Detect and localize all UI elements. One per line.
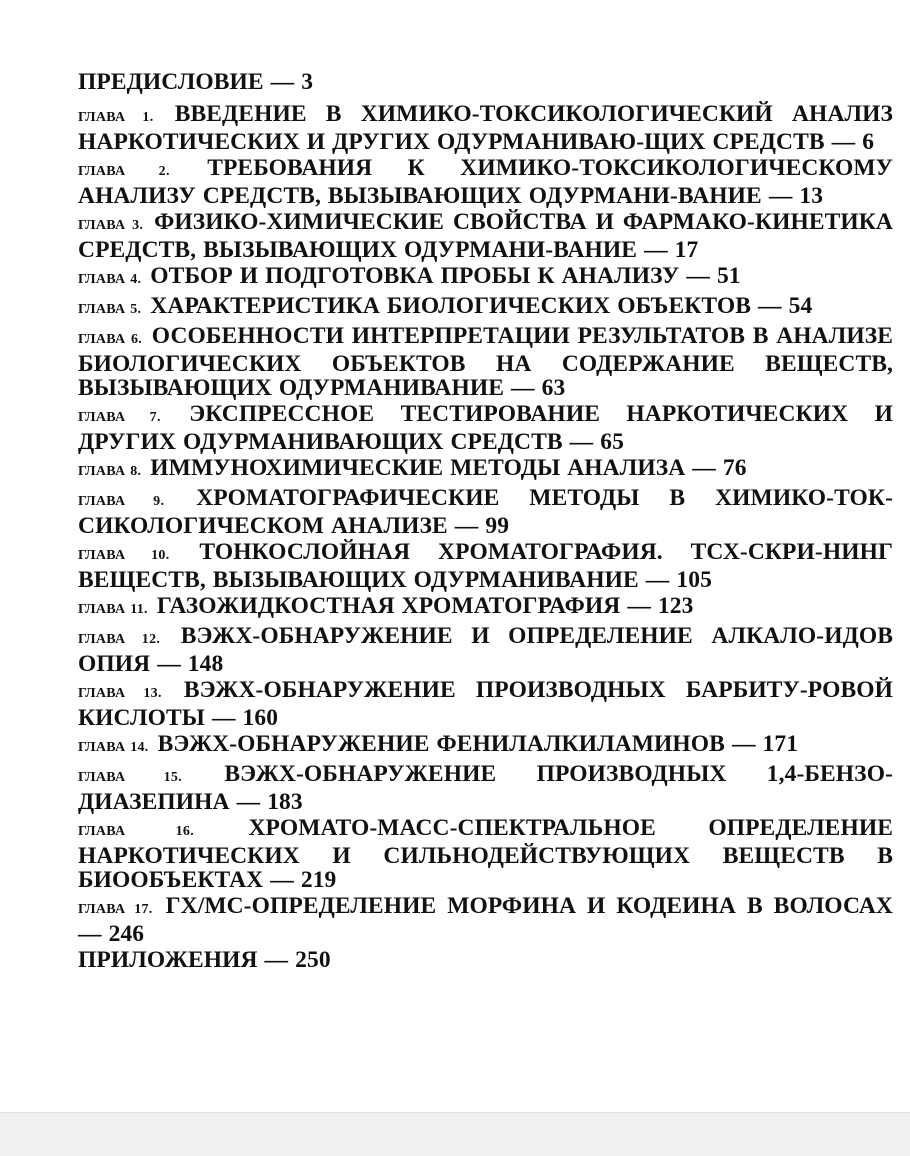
toc-entry-prefix: ГЛАВА 9. (78, 494, 165, 509)
toc-entry-dash: — (454, 513, 479, 539)
toc-entry-dash: — (758, 293, 782, 319)
toc-entry-chapter (78, 594, 893, 622)
toc-entry-title: ХАРАКТЕРИСТИКА БИОЛОГИЧЕСКИХ ОБЪЕКТОВ (150, 293, 752, 319)
toc-entry-chapter (78, 894, 893, 946)
toc-entry-prefix: ГЛАВА 10. (78, 548, 170, 563)
toc-entry-prefix: ГЛАВА 12. (78, 632, 161, 647)
toc-entry-prefix: ГЛАВА 4. (78, 272, 142, 287)
toc-entry-page: 6 (862, 129, 875, 155)
toc-entry-page: 183 (267, 789, 303, 815)
toc-entry-title: ХРОМАТО-МАСС-СПЕКТРАЛЬНОЕ ОПРЕДЕЛЕНИЕ НАРКОТИЧЕСКИХ И СИЛЬНОДЕЙСТВУЮЩИХ ВЕЩЕСТВ В БИООБЪЕКТАХ (78, 815, 893, 893)
toc-entry-dash: — (236, 789, 261, 815)
toc-entry-dash: — (731, 731, 756, 757)
toc-entry-title: ГХ/МС-ОПРЕДЕЛЕНИЕ МОРФИНА И КОДЕИНА В ВОЛОСАХ (165, 893, 893, 919)
toc-entry-page: 123 (657, 593, 694, 619)
toc-entry-page: 250 (295, 947, 331, 973)
toc-entry-title: ОТБОР И ПОДГОТОВКА ПРОБЫ К АНАЛИЗУ (150, 263, 680, 289)
toc-entry-title: ФИЗИКО-ХИМИЧЕСКИЕ СВОЙСТВА И ФАРМАКО-КИНЕТИКА СРЕДСТВ, ВЫЗЫВАЮЩИХ ОДУРМАНИ-ВАНИЕ (78, 209, 893, 263)
toc-entry-dash: — (768, 183, 793, 209)
toc-entry-appendix (78, 948, 893, 972)
toc-entry-page: 99 (485, 513, 510, 539)
toc-entry-dash: — (270, 867, 294, 893)
toc-entry-prefix: ГЛАВА 1. (78, 110, 154, 125)
toc-entry-prefix: ГЛАВА 15. (78, 770, 182, 785)
toc-entry-prefix: ГЛАВА 2. (78, 164, 170, 179)
toc-entry-dash: — (264, 947, 289, 973)
toc-entry-prefix: ГЛАВА 3. (78, 218, 144, 233)
toc-entry-dash: — (627, 593, 651, 619)
toc-entry-chapter (78, 486, 893, 538)
toc-entry-page: 51 (716, 263, 741, 289)
toc-entry-title: ОСОБЕННОСТИ ИНТЕРПРЕТАЦИИ РЕЗУЛЬТАТОВ В АНАЛИЗЕ БИОЛОГИЧЕСКИХ ОБЪЕКТОВ НА СОДЕРЖАНИЕ ВЕЩЕСТВ, ВЫЗЫВАЮЩИХ ОДУРМАНИВАНИЕ (78, 323, 893, 401)
toc-entry-title: ПРИЛОЖЕНИЯ (78, 947, 258, 973)
toc-entry-page: 17 (674, 237, 699, 263)
toc-entry-chapter (78, 732, 893, 760)
toc-entry-title: ПРЕДИСЛОВИЕ (78, 69, 264, 95)
toc-entry-chapter (78, 678, 893, 730)
toc-entry-page: 171 (762, 731, 799, 757)
toc-entry-prefix: ГЛАВА 16. (78, 824, 195, 839)
toc-entry-chapter (78, 102, 893, 154)
toc-entry-page: 76 (722, 455, 747, 481)
toc-entry-title: ХРОМАТОГРАФИЧЕСКИЕ МЕТОДЫ В ХИМИКО-ТОК-СИКОЛОГИЧЕСКОМ АНАЛИЗЕ (78, 485, 893, 539)
toc-entry-title: ВВЕДЕНИЕ В ХИМИКО-ТОКСИКОЛОГИЧЕСКИЙ АНАЛИЗ НАРКОТИЧЕСКИХ И ДРУГИХ ОДУРМАНИВАЮ-ЩИХ СРЕДСТВ (78, 101, 894, 155)
toc-entry-dash: — (569, 429, 594, 455)
toc-entry-page: 219 (300, 867, 337, 893)
toc-entry-chapter (78, 294, 893, 322)
toc-entry-dash: — (831, 129, 856, 155)
toc-entry-chapter (78, 324, 893, 400)
toc-entry-chapter (78, 456, 893, 484)
toc-entry-dash: — (211, 705, 236, 731)
toc-entry-prefix: ГЛАВА 17. (78, 902, 153, 917)
toc-entry-dash: — (78, 921, 102, 947)
toc-entry-prefix: ГЛАВА 7. (78, 410, 161, 425)
toc-entry-title: ТОНКОСЛОЙНАЯ ХРОМАТОГРАФИЯ. ТСХ-СКРИ-НИНГ ВЕЩЕСТВ, ВЫЗЫВАЮЩИХ ОДУРМАНИВАНИЕ (78, 539, 894, 593)
toc-entry-title: ВЭЖХ-ОБНАРУЖЕНИЕ И ОПРЕДЕЛЕНИЕ АЛКАЛО-ИДОВ ОПИЯ (78, 623, 893, 677)
toc-entry-prefix: ГЛАВА 11. (78, 602, 148, 617)
toc-entry-chapter (78, 540, 893, 592)
toc-entry-prefix: ГЛАВА 5. (78, 302, 142, 317)
toc-entry-title: ГАЗОЖИДКОСТНАЯ ХРОМАТОГРАФИЯ (156, 593, 621, 619)
toc-entry-title: ВЭЖХ-ОБНАРУЖЕНИЕ ПРОИЗВОДНЫХ БАРБИТУ-РОВОЙ КИСЛОТЫ (78, 677, 893, 731)
toc-entry-dash: — (644, 237, 668, 263)
toc-entry-prefix: ГЛАВА 14. (78, 740, 149, 755)
toc-entry-page: 63 (541, 375, 566, 401)
toc-entry-dash: — (686, 263, 710, 289)
toc-entry-dash: — (692, 455, 716, 481)
toc-entry-prefix: ГЛАВА 6. (78, 332, 143, 347)
toc-entry-prefix: ГЛАВА 8. (78, 464, 142, 479)
toc-entry-dash: — (645, 567, 670, 593)
toc-entry-page: 148 (187, 651, 224, 677)
toc-entry-title: ВЭЖХ-ОБНАРУЖЕНИЕ ФЕНИЛАЛКИЛАМИНОВ (157, 731, 725, 757)
toc-entry-dash: — (157, 651, 181, 677)
toc-entry-title: ТРЕБОВАНИЯ К ХИМИКО-ТОКСИКОЛОГИЧЕСКОМУ АНАЛИЗУ СРЕДСТВ, ВЫЗЫВАЮЩИХ ОДУРМАНИ-ВАНИЕ (78, 155, 893, 209)
toc-entry-chapter (78, 264, 893, 292)
toc-entry-dash: — (270, 69, 295, 95)
viewer-bottom-bar (0, 1112, 910, 1156)
toc-entry-page: 246 (108, 921, 145, 947)
toc-chapter-list (78, 102, 893, 946)
toc-entry-page: 3 (301, 69, 314, 95)
toc-entry-chapter (78, 402, 893, 454)
toc-entry-title: ЭКСПРЕССНОЕ ТЕСТИРОВАНИЕ НАРКОТИЧЕСКИХ И ДРУГИХ ОДУРМАНИВАЮЩИХ СРЕДСТВ (78, 401, 893, 455)
toc-entry-chapter (78, 762, 893, 814)
toc-entry-preface (78, 70, 893, 94)
toc-entry-title: ИММУНОХИМИЧЕСКИЕ МЕТОДЫ АНАЛИЗА (150, 455, 686, 481)
table-of-contents (78, 70, 893, 972)
toc-entry-title: ВЭЖХ-ОБНАРУЖЕНИЕ ПРОИЗВОДНЫХ 1,4-БЕНЗО-ДИАЗЕПИНА (78, 761, 893, 815)
toc-entry-dash: — (511, 375, 535, 401)
toc-entry-page: 13 (799, 183, 824, 209)
toc-entry-prefix: ГЛАВА 13. (78, 686, 162, 701)
toc-entry-page: 105 (676, 567, 712, 593)
toc-entry-page: 54 (788, 293, 813, 319)
toc-entry-chapter (78, 156, 893, 208)
toc-entry-chapter (78, 210, 893, 262)
toc-entry-chapter (78, 624, 893, 676)
toc-entry-page: 160 (242, 705, 279, 731)
toc-entry-chapter (78, 816, 893, 892)
toc-entry-page: 65 (600, 429, 624, 455)
